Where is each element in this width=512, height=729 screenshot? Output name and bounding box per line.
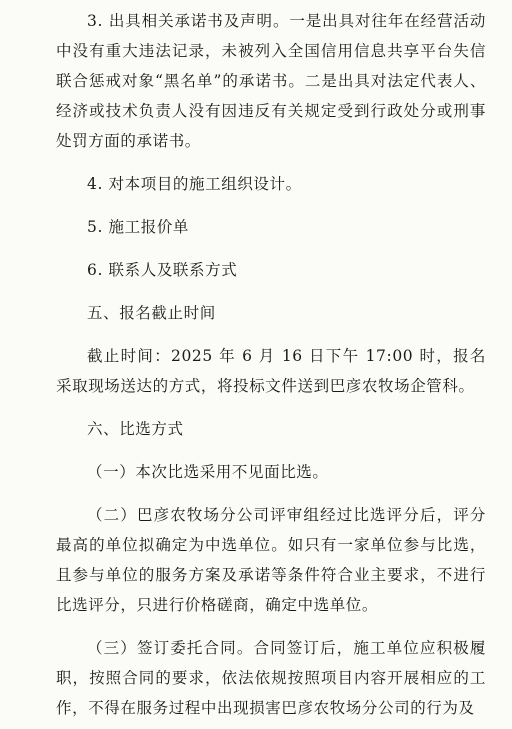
- paragraph-deadline-detail: 截止时间：2025 年 6 月 16 日下午 17:00 时，报名采取现场送达的方式，将投标文件送到巴彦农牧场企管科。: [56, 347, 486, 395]
- paragraph-selection-1: （一）本次比选采用不见面比选。: [87, 463, 329, 481]
- paragraph-commitment-letter: 3. 出具相关承诺书及声明。一是出具对往年在经营活动中没有重大违法记录，未被列入全国信用信息共享平台失信联合惩戒对象“黑名单”的承诺书。二是出具对法定代表人、经济或技术负责人没有因违反有关规定受到行政处分或刑事处罚方面的承诺书。: [56, 12, 486, 150]
- section-heading-deadline: 五、报名截止时间: [87, 304, 216, 322]
- section-heading-selection-method: 六、比选方式: [87, 420, 184, 438]
- paragraph-quotation: 5. 施工报价单: [87, 218, 190, 236]
- paragraph-construction-design: 4. 对本项目的施工组织设计。: [87, 175, 302, 193]
- paragraph-selection-2: （二）巴彦农牧场分公司评审组经过比选评分后，评分最高的单位拟确定为中选单位。如只有一家单位参与比选，且参与单位的服务方案及承诺等条件符合业主要求，不进行比选评分，只进行价格磋商，确定中选单位。: [56, 506, 486, 614]
- paragraph-selection-3: （三）签订委托合同。合同签订后，施工单位应积极履职，按照合同的要求，依法依规按照项目内容开展相应的工作，不得在服务过程中出现损害巴彦农牧场分公司的行为及: [56, 639, 486, 717]
- paragraph-contact: 6. 联系人及联系方式: [87, 261, 238, 279]
